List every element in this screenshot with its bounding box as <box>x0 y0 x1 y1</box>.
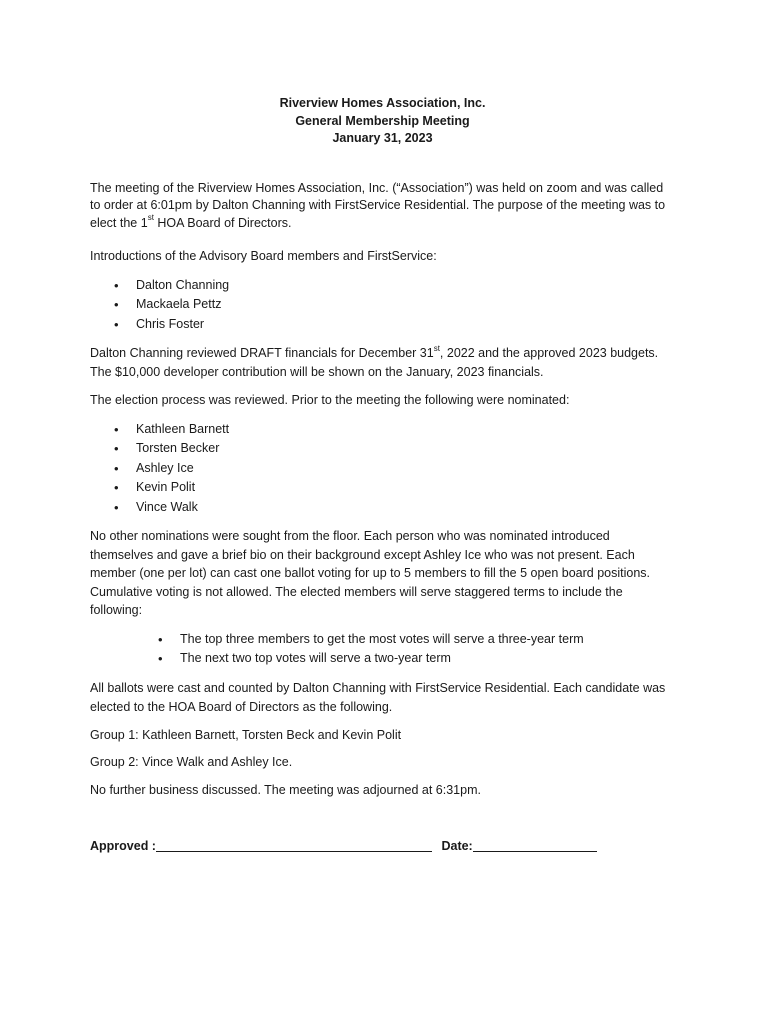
approved-label: Approved : <box>90 839 156 853</box>
nominees-list <box>90 420 675 518</box>
intro-paragraph: The meeting of the Riverview Homes Association, Inc. (“Association”) was held on zoom and was called to order at 6:01pm by Dalton Channing with FirstService Residential. The purpose of the meeting was to elect the 1st HOA Board of Directors. <box>90 180 666 230</box>
introductions-heading: Introductions of the Advisory Board members and FirstService: <box>90 249 437 263</box>
list-item: • Dalton Channing <box>90 276 675 296</box>
list-item: • The next two top votes will serve a two-year term <box>90 649 675 669</box>
nominations-paragraph: No other nominations were sought from the floor. Each person who was nominated introduced themselves and gave a brief bio on their background except Ashley Ice who was not present. Each member (one per lot) can cast one ballot voting for up to 5 members to fill the 5 open board positions. Cumulative voting is not allowed. The elected members will serve staggered terms to include the following: <box>90 529 651 617</box>
org-title: Riverview Homes Association, Inc. <box>279 96 486 110</box>
advisory-members-list <box>90 276 675 335</box>
list-item: • The top three members to get the most votes will serve a three-year term <box>90 630 675 650</box>
terms-list <box>90 630 675 669</box>
title-block <box>90 95 675 148</box>
financials-paragraph: Dalton Channing reviewed DRAFT financials for December 31st, 2022 and the approved 2023 budgets. The $10,000 developer contribution will be shown on the January, 2023 financials. <box>90 343 659 379</box>
approval-line <box>90 839 675 853</box>
election-heading: The election process was reviewed. Prior to the meeting the following were nominated: <box>90 393 570 407</box>
adjourned-text: No further business discussed. The meeting was adjourned at 6:31pm. <box>90 782 481 797</box>
list-item: • Mackaela Pettz <box>90 295 675 315</box>
ballots-paragraph: All ballots were cast and counted by Dalton Channing with FirstService Residential. Each candidate was elected to the HOA Board of Directors as the following. <box>90 680 666 714</box>
meeting-title: General Membership Meeting <box>295 113 470 128</box>
document-page <box>90 95 675 853</box>
list-item: • Ashley Ice <box>90 459 675 479</box>
group-1: Group 1: Kathleen Barnett, Torsten Beck and Kevin Polit <box>90 727 402 742</box>
date-signature-line <box>473 839 597 852</box>
meeting-date: January 31, 2023 <box>332 131 433 145</box>
approved-signature-line <box>156 839 432 852</box>
list-item: • Vince Walk <box>90 498 675 518</box>
list-item: • Chris Foster <box>90 315 675 335</box>
date-label: Date: <box>441 839 473 853</box>
list-item: • Torsten Becker <box>90 439 675 459</box>
list-item: • Kathleen Barnett <box>90 420 675 440</box>
list-item: • Kevin Polit <box>90 478 675 498</box>
group-2: Group 2: Vince Walk and Ashley Ice. <box>90 755 293 769</box>
